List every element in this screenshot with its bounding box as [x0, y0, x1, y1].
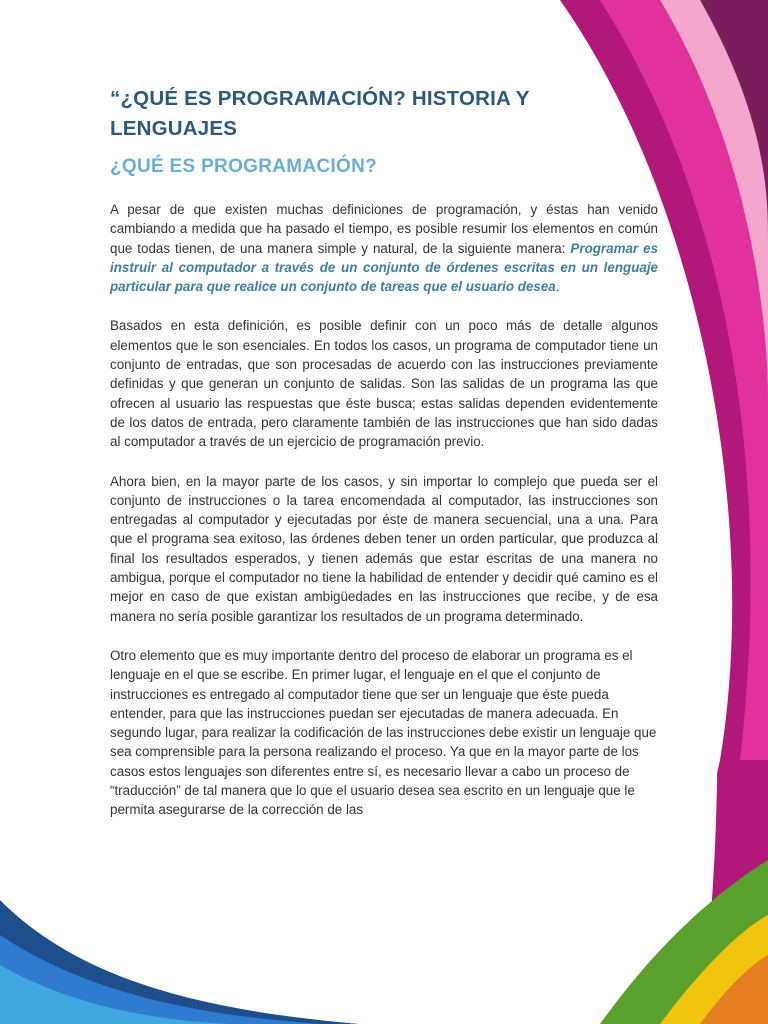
paragraph-sequential-execution: Ahora bien, en la mayor parte de los casos, y sin importar lo complejo que pueda ser el conjunto de instrucciones o la tarea encomendada al computador, las instrucciones son entregadas al computador y ejecutadas por éste de manera secuencial, una a una. Para que el programa sea exitoso, las órdenes deben tener un orden particular, que produzca al final los resultados esperados, y tienen además que estar escritas de una manera no ambigua, porque el computador no tiene la habilidad de entender y decidir qué camino es el mejor en caso de que existan ambigüedades en las instrucciones que recibe, y de esa manera no sería posible garantizar los resultados de un programa determinado. [110, 473, 658, 624]
definition-highlight: Programar es instruir al computador a través de un conjunto de órdenes escritas en un lenguaje particular para que realice un conjunto de tareas que el usuario desea [110, 240, 658, 295]
document-content [110, 84, 658, 840]
paragraph-programming-language: Otro elemento que es muy importante dentro del proceso de elaborar un programa es el lenguaje en el que se escribe. En primer lugar, el lenguaje en el que el conjunto de instrucciones es entregado al computador tiene que ser un lenguaje que éste pueda entender, para que las instrucciones puedan ser ejecutadas de manera adecuada. En segundo lugar, para realizar la codificación de las instrucciones debe existir un lenguaje que sea comprensible para la persona realizando el proceso. Ya que en la mayor parte de los casos estos lenguajes son diferentes entre sí, es necesario llevar a cabo un proceso de “traducción” de tal manera que lo que el usuario desea sea escrito en un lenguaje que le permita asegurarse de la corrección de las [110, 647, 657, 818]
paragraph-definition [110, 200, 658, 296]
paragraph-definition-end: . [555, 279, 560, 295]
document-title [110, 84, 658, 144]
paragraph-definition-text: A pesar de que existen muchas definiciones de programación, y éstas han venido cambiando a medida que ha pasado el tiempo, es posible resumir los elementos en común que todas tienen, de una manera simple y natural, de la siguiente manera: [110, 202, 658, 256]
paragraph-essential-elements: Basados en esta definición, es posible definir con un poco más de detalle algunos elementos que le son esenciales. En todos los casos, un programa de computador tiene un conjunto de entradas, que son procesadas de acuerdo con las instrucciones previamente definidas y que generan un conjunto de salidas. Son las salidas de un programa las que ofrecen al usuario las respuestas que éste busca; estas salidas dependen evidentemente de los datos de entrada, pero claramente también de las instrucciones que han sido dadas al computador a través de un ejercicio de programación previo. [110, 318, 658, 450]
title-line-1: “¿QUÉ ES PROGRAMACIÓN? HISTORIA Y [110, 87, 530, 110]
title-line-2: LENGUAJES [110, 117, 238, 140]
section-heading: ¿QUÉ ES PROGRAMACIÓN? [110, 156, 378, 177]
